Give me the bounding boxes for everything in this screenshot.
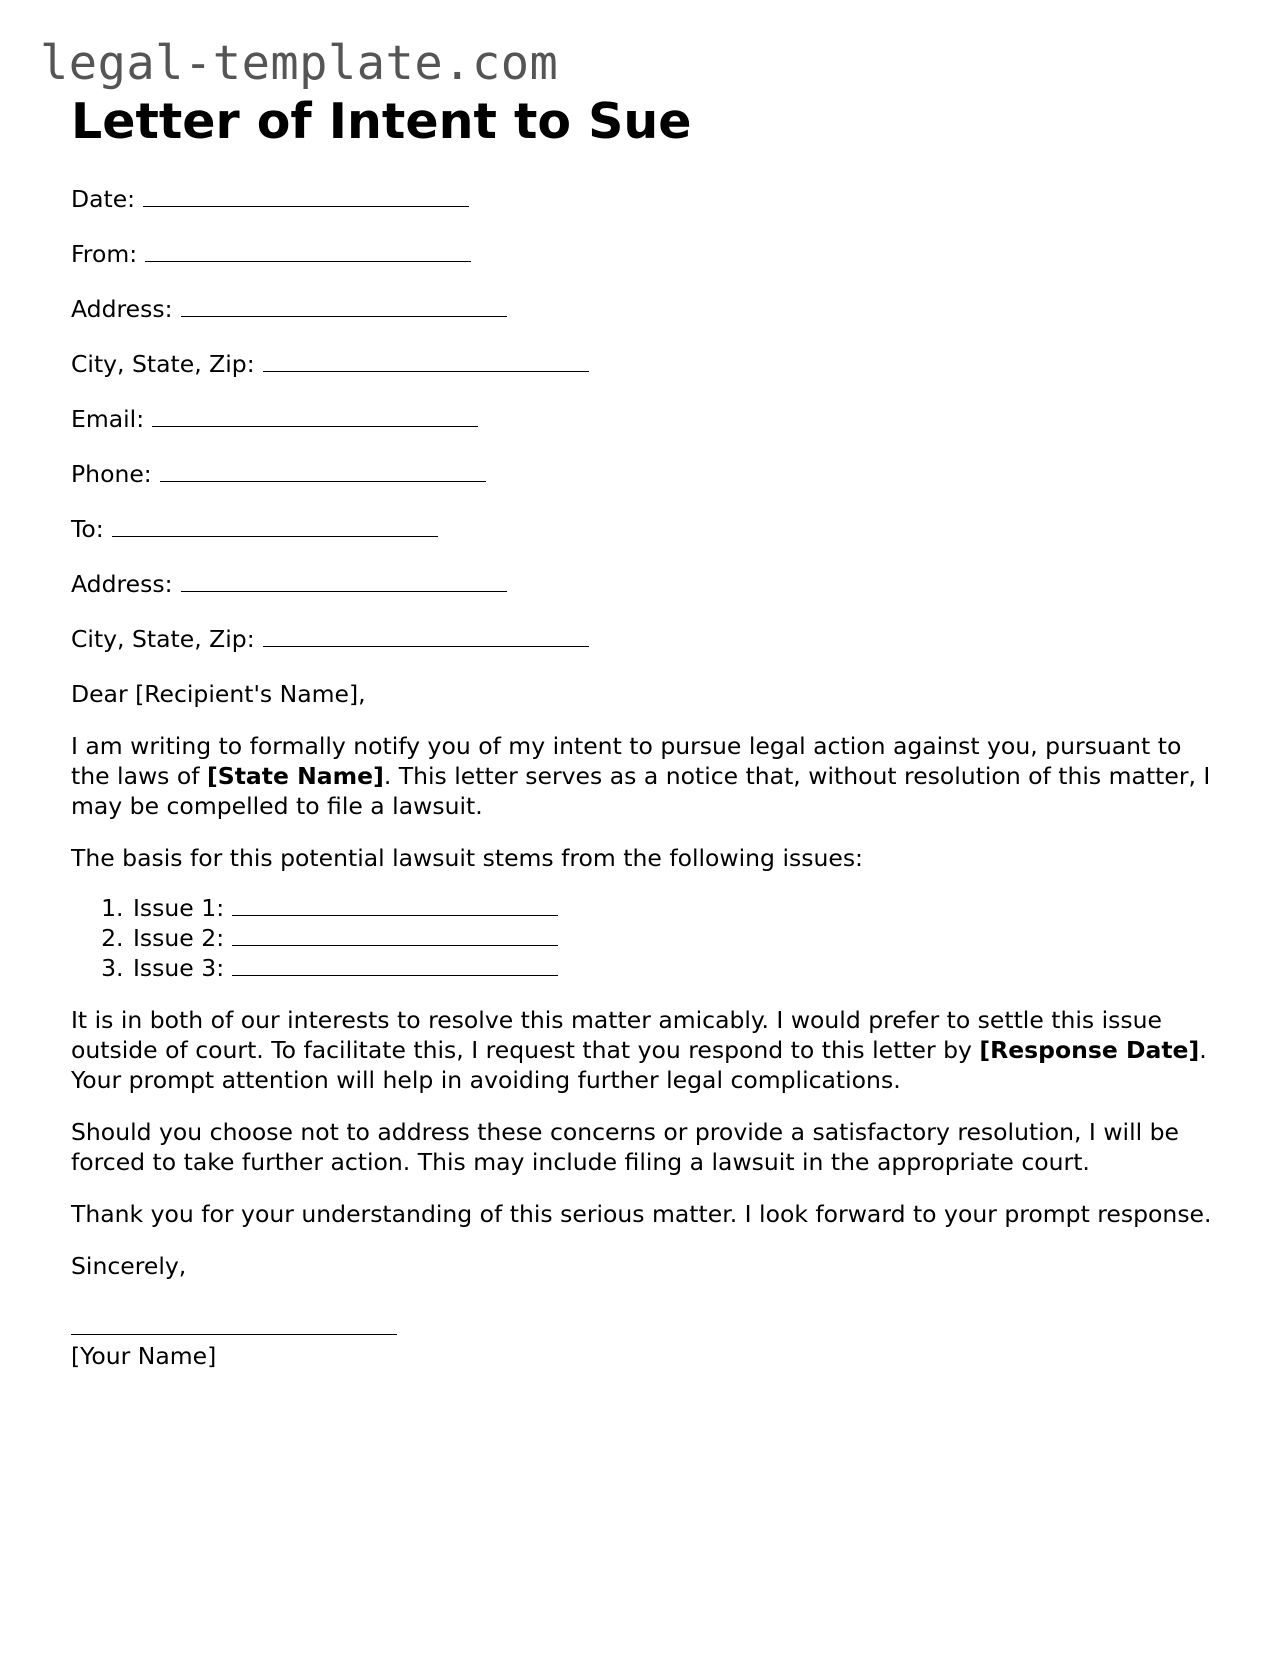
date-field [71, 184, 1221, 214]
phone-field [71, 459, 1221, 489]
list-item [131, 923, 1221, 953]
signature-name: [Your Name] [71, 1342, 217, 1370]
salutation: Dear [Recipient's Name], [71, 680, 366, 708]
issue-3-blank[interactable] [232, 953, 558, 976]
from-field [71, 239, 1221, 269]
date-blank[interactable] [143, 184, 469, 207]
recipient-city-state-zip-blank[interactable] [263, 624, 589, 647]
paragraph-text: . This letter serves as a notice that, without resolution of this matter, I may be compelled to file a lawsuit. [71, 762, 1211, 820]
field-label: From: [71, 240, 138, 268]
field-label: City, State, Zip: [71, 625, 255, 653]
header-fields [71, 184, 1221, 654]
watermark: legal-template.com [40, 36, 559, 91]
recipient-city-state-zip-field [71, 624, 1221, 654]
issue-label: Issue 2: [133, 924, 225, 952]
state-name-placeholder: [State Name] [207, 762, 384, 790]
sender-city-state-zip-blank[interactable] [263, 349, 589, 372]
issue-label: Issue 3: [133, 954, 225, 982]
thank-you-paragraph: Thank you for your understanding of this serious matter. I look forward to your prompt response. [71, 1200, 1212, 1228]
field-label: Date: [71, 185, 136, 213]
paragraph-text: I am writing to formally notify you of my intent to pursue legal action against you, pursuant to the laws of [71, 732, 1182, 790]
list-item [131, 953, 1221, 983]
phone-blank[interactable] [160, 459, 486, 482]
paragraph-text: It is in both of our interests to resolve this matter amicably. I would prefer to settle this issue outside of court. To facilitate this, I request that you respond to this letter by [71, 1006, 1162, 1064]
sender-address-field [71, 294, 1221, 324]
field-label: City, State, Zip: [71, 350, 255, 378]
sender-address-blank[interactable] [181, 294, 507, 317]
letter-document [71, 90, 1221, 1371]
paragraph-text: . Your prompt attention will help in avoiding further legal complications. [71, 1036, 1207, 1094]
to-blank[interactable] [112, 514, 438, 537]
intent-paragraph [71, 731, 1221, 821]
field-label: Address: [71, 295, 173, 323]
to-field [71, 514, 1221, 544]
recipient-address-blank[interactable] [181, 569, 507, 592]
field-label: Email: [71, 405, 145, 433]
further-action-paragraph: Should you choose not to address these concerns or provide a satisfactory resolution, I will be forced to take further action. This may include filing a lawsuit in the appropriate court. [71, 1118, 1179, 1176]
issue-1-blank[interactable] [232, 893, 558, 916]
settlement-paragraph [71, 1005, 1221, 1095]
email-field [71, 404, 1221, 434]
issues-list [71, 893, 1221, 983]
signature-line[interactable] [71, 1333, 397, 1335]
issues-intro: The basis for this potential lawsuit stems from the following issues: [71, 844, 863, 872]
issue-2-blank[interactable] [232, 923, 558, 946]
field-label: Address: [71, 570, 173, 598]
response-date-placeholder: [Response Date] [979, 1036, 1200, 1064]
closing: Sincerely, [71, 1252, 187, 1280]
page-title: Letter of Intent to Sue [71, 93, 692, 150]
field-label: Phone: [71, 460, 152, 488]
sender-city-state-zip-field [71, 349, 1221, 379]
recipient-address-field [71, 569, 1221, 599]
field-label: To: [71, 515, 104, 543]
email-blank[interactable] [152, 404, 478, 427]
issue-label: Issue 1: [133, 894, 225, 922]
list-item [131, 893, 1221, 923]
from-blank[interactable] [145, 239, 471, 262]
